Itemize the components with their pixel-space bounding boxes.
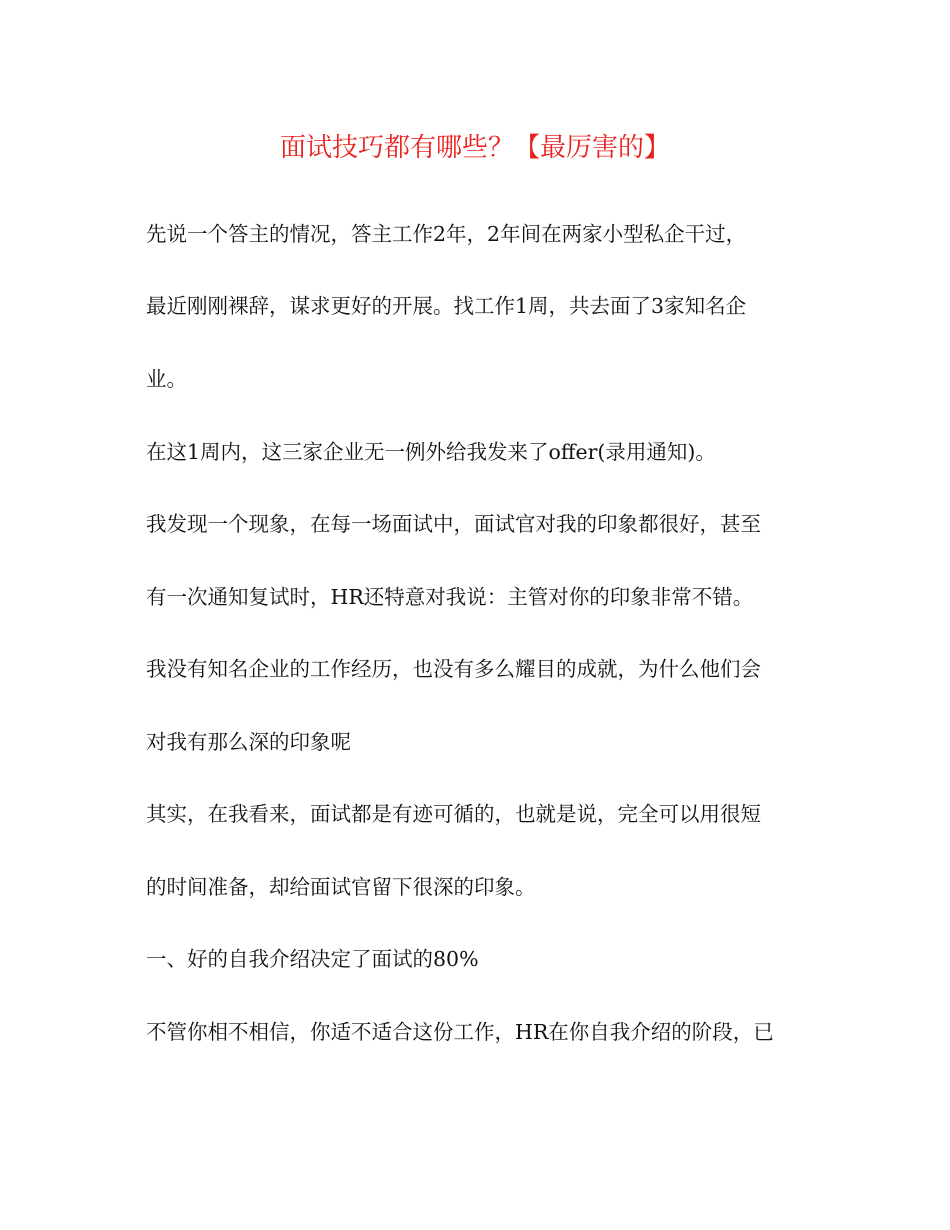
body-line: 我没有知名企业的工作经历，也没有多么耀目的成就，为什么他们会: [146, 657, 761, 681]
body-line: 业。: [146, 367, 187, 391]
document-title: 面试技巧都有哪些？【最厉害的】: [279, 133, 670, 163]
body-line: 在这1周内，这三家企业无一例外给我发来了offer(录用通知)。: [146, 440, 716, 464]
body-line: 对我有那么深的印象呢: [146, 730, 351, 754]
body-line: 的时间准备，却给面试官留下很深的印象。: [146, 875, 536, 899]
section-heading: 一、好的自我介绍决定了面试的80%: [146, 947, 479, 971]
body-line: 我发现一个现象，在每一场面试中，面试官对我的印象都很好，甚至: [146, 512, 761, 536]
body-line: 其实，在我看来，面试都是有迹可循的，也就是说，完全可以用很短: [146, 802, 761, 826]
body-line: 不管你相不相信，你适不适合这份工作，HR在你自我介绍的阶段，已: [146, 1020, 774, 1044]
body-line: 最近刚刚裸辞，谋求更好的开展。找工作1周，共去面了3家知名企: [146, 294, 747, 318]
body-line: 有一次通知复试时，HR还特意对我说：主管对你的印象非常不错。: [146, 585, 754, 609]
body-line: 先说一个答主的情况，答主工作2年，2年间在两家小型私企干过，: [146, 222, 747, 246]
